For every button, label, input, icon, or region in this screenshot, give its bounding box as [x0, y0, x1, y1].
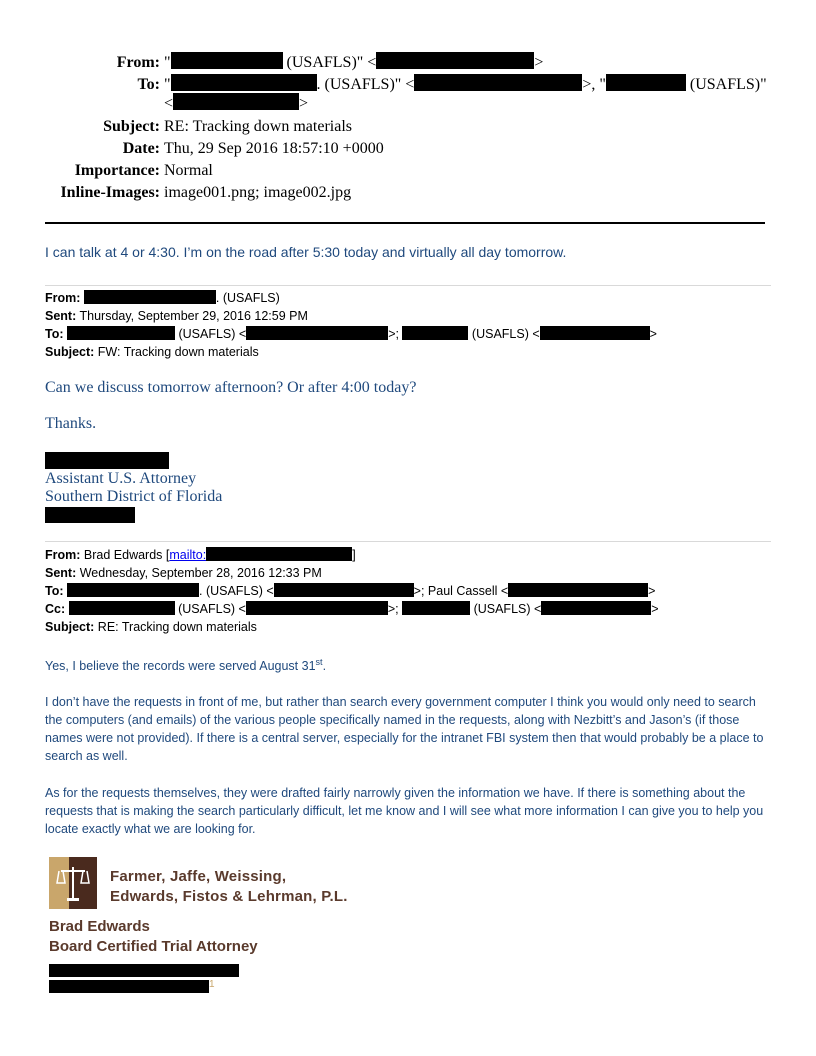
redaction-block: [246, 326, 388, 340]
firm-name-line1: Farmer, Jaffe, Weissing,: [110, 868, 287, 885]
header-inline-images: image001.png; image002.jpg: [164, 184, 352, 201]
msg3-cc-line: Cc: (USAFLS) < >; (USAFLS) < >: [45, 602, 659, 616]
signature-title: Board Certified Trial Attorney: [49, 938, 258, 955]
header-from-quote: ": [164, 54, 171, 71]
header-inline-images-row: Inline-Images: image001.png; image002.jpg: [60, 184, 352, 201]
redaction-block: [171, 74, 317, 91]
msg3-sent-line: Sent: Wednesday, September 28, 2016 12:33 PM: [45, 566, 322, 580]
msg2-sig-title: Assistant U.S. Attorney: [45, 470, 197, 487]
redaction-block: [49, 964, 239, 977]
msg2-sig-office: Southern District of Florida: [45, 488, 223, 505]
redaction-block: [541, 601, 651, 615]
msg3-paragraph-1: Yes, I believe the records were served August 31st.: [45, 657, 327, 674]
header-from-row: From: " (USAFLS)" < >: [0, 52, 816, 73]
redaction-block: [246, 601, 388, 615]
msg2-from-line: From: . (USAFLS): [45, 291, 280, 305]
message-separator: [45, 285, 771, 286]
redaction-block: [402, 601, 470, 615]
msg3-from-line: From: Brad Edwards [mailto: ]: [45, 548, 356, 562]
header-to-label: To:: [137, 76, 160, 93]
msg2-body-line1: Can we discuss tomorrow afternoon? Or after 4:00 today?: [45, 379, 417, 396]
msg2-sent-line: Sent: Thursday, September 29, 2016 12:59 PM: [45, 309, 308, 323]
trailing-digit: 1: [209, 979, 215, 990]
msg3-subject: RE: Tracking down materials: [97, 620, 257, 634]
firm-name-line2: Edwards, Fistos & Lehrman, P.L.: [110, 888, 348, 905]
redaction-block: [508, 583, 648, 597]
msg3-sent: Wednesday, September 28, 2016 12:33 PM: [79, 566, 322, 580]
redaction-block: [69, 601, 175, 615]
redaction-block: [49, 980, 209, 993]
header-subject-row: Subject: RE: Tracking down materials: [103, 118, 352, 135]
redaction-block: [606, 74, 686, 91]
mailto-link[interactable]: mailto:: [169, 548, 207, 562]
msg3-to-line: To: . (USAFLS) < >; Paul Cassell < >: [45, 584, 656, 598]
header-subject: RE: Tracking down materials: [164, 118, 352, 135]
header-date-row: Date: Thu, 29 Sep 2016 18:57:10 +0000: [122, 140, 384, 157]
redaction-block: [173, 93, 299, 110]
header-to-row-continued: < >: [164, 95, 309, 112]
header-to-row: To: " . (USAFLS)" < >, " (USAFLS)": [0, 74, 816, 95]
signature-name: Brad Edwards: [49, 918, 150, 935]
msg2-subject-line: Subject: FW: Tracking down materials: [45, 345, 259, 359]
header-importance: Normal: [164, 162, 213, 179]
redaction-block: [274, 583, 414, 597]
redaction-block: [45, 507, 135, 523]
redaction-block: [206, 547, 352, 561]
firm-logo: [49, 857, 97, 909]
msg2-to-line: To: (USAFLS) < >; (USAFLS) < >: [45, 327, 657, 341]
scales-of-justice-icon: [49, 857, 97, 909]
msg2-sent: Thursday, September 29, 2016 12:59 PM: [79, 309, 308, 323]
redaction-block: [414, 74, 582, 91]
msg3-paragraph-2: I don’t have the requests in front of me, but rather than search every government computer I think you would only need to search the computers (and emails) of the various people specifically named in the requests, along with Nezbitt’s and Jason’s (if those names were not provided). If there is a central server, especially for the intranet FBI system then that would probably be a place to search as well.: [45, 695, 764, 763]
msg3-subject-line: Subject: RE: Tracking down materials: [45, 620, 257, 634]
msg3-from-name: Brad Edwards [: [83, 548, 170, 562]
redaction-block: [84, 290, 216, 304]
header-from-label: From:: [116, 54, 160, 71]
redaction-block: [402, 326, 468, 340]
redaction-block: [45, 452, 169, 469]
header-from-org: (USAFLS)" <: [282, 54, 377, 71]
msg3-paragraph-3: As for the requests themselves, they were drafted fairly narrowly given the information we have. If there is something about the requests that is making the search particularly difficult, let me know and I will see what more information I can give you to help you locate exactly what we are looking for.: [45, 786, 764, 836]
header-divider: [45, 222, 765, 224]
redaction-block: [540, 326, 650, 340]
reply-body: I can talk at 4 or 4:30. I’m on the road after 5:30 today and virtually all day tomorrow.: [45, 244, 567, 260]
redaction-block: [171, 52, 283, 69]
message-separator: [45, 541, 771, 542]
msg2-subject: FW: Tracking down materials: [97, 345, 259, 359]
redaction-block: [67, 583, 199, 597]
redaction-block: [67, 326, 175, 340]
header-date: Thu, 29 Sep 2016 18:57:10 +0000: [164, 140, 384, 157]
redaction-block: [376, 52, 534, 69]
header-importance-row: Importance: Normal: [74, 162, 213, 179]
msg2-body-thanks: Thanks.: [45, 415, 97, 432]
